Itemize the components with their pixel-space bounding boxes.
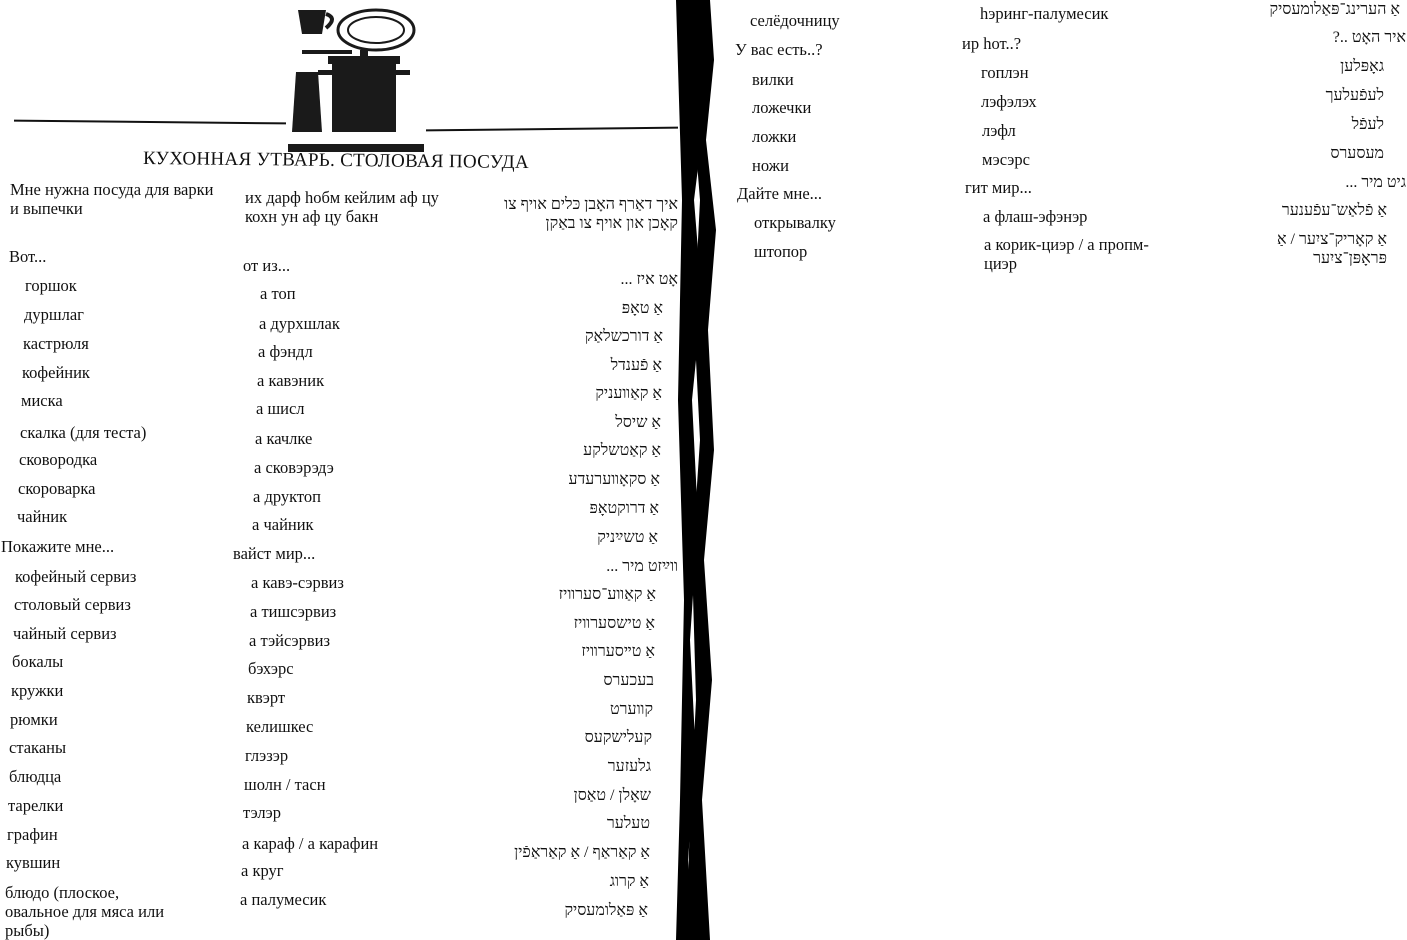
yiddish-word: אַ הערינג־פּאַלומעסיק: [1269, 1, 1400, 18]
russian-word: рюмки: [10, 710, 58, 729]
translit-word: лэфэлэх: [981, 92, 1037, 111]
plate-icon: [338, 10, 414, 50]
russian-word: кофейный сервиз: [15, 567, 137, 586]
translit-word: а дурхшлак: [259, 314, 340, 333]
russian-word: графин: [7, 825, 58, 844]
yiddish-phrase: איר האָט ..?: [1332, 29, 1406, 46]
russian-word: ложки: [752, 127, 797, 146]
russian-word: скалка (для теста): [20, 423, 147, 442]
russian-word: дуршлаг: [24, 305, 84, 324]
yiddish-word: טעלער: [606, 815, 650, 832]
russian-word: горшок: [25, 276, 77, 295]
russian-word: сковородка: [19, 450, 98, 469]
yiddish-word: מעסערס: [1330, 145, 1384, 162]
translit-word: тэлэр: [243, 803, 281, 822]
translit-word: а шисл: [256, 399, 305, 418]
yiddish-word: אַ קרוג: [609, 873, 649, 890]
russian-word: чайный сервиз: [13, 624, 117, 643]
yiddish-word: קעלישקעס: [584, 729, 652, 746]
translit-word: а флаш-эфэнэр: [983, 207, 1088, 226]
yiddish-word: אַ קאַװע־סערװיז: [558, 586, 656, 603]
russian-word: чайник: [17, 507, 68, 526]
pitcher-icon: [292, 72, 322, 132]
translit-word: а друктоп: [253, 487, 321, 506]
russian-phrase: Дайте мне...: [737, 184, 823, 203]
yiddish-word: אַ קאָריק־ציִער / אַ פּראָפּן־ציִער: [1276, 231, 1387, 267]
header-rule-right: [426, 127, 678, 132]
translit-word: лэфл: [982, 121, 1016, 140]
translit-word: а тишсэрвиз: [250, 602, 337, 621]
yiddish-word: בעכערס: [603, 672, 654, 689]
yiddish-phrase: גיט מיר ...: [1345, 174, 1406, 191]
russian-word: вилки: [752, 70, 794, 89]
translit-phrase: их дарф hобм кейлим аф цу кохн ун аф цу бакн: [245, 188, 439, 226]
translit-word: келишкес: [246, 717, 314, 736]
translit-word: а тэйсэрвиз: [249, 631, 330, 650]
yiddish-word: אַ קאַראַף / אַ קאַראַפֿין: [514, 844, 650, 861]
yiddish-phrase: אָט איז ...: [620, 271, 678, 288]
yiddish-word: אַ קאַװעניק: [595, 385, 662, 402]
russian-word: селёдочницу: [750, 11, 840, 30]
translit-phrase: вайст мир...: [233, 544, 316, 563]
translit-word: а кавэ-сэрвиз: [251, 573, 344, 592]
book-gutter: [676, 0, 724, 940]
translit-word: квэрт: [247, 688, 286, 707]
translit-word: а караф / а карафин: [242, 834, 379, 853]
translit-word: бэхэрс: [248, 659, 294, 678]
translit-word: а кавэник: [257, 371, 325, 390]
yiddish-phrase: איך דאַרף האָבן כּלים אויף צו קאָכן און אויף צו באַקן: [504, 196, 678, 232]
yiddish-word: אַ פֿענדל: [610, 357, 662, 374]
translit-word: мэсэрс: [982, 150, 1030, 169]
russian-word: скороварка: [18, 479, 96, 498]
translit-phrase: от из...: [243, 256, 291, 275]
translit-word: шолн / тасн: [244, 775, 326, 794]
fork-icon: [302, 50, 352, 54]
russian-word: открывалку: [754, 213, 836, 232]
yiddish-word: אַ טשײַניק: [597, 529, 658, 546]
russian-phrase: Покажите мне...: [1, 537, 115, 556]
russian-word: кастрюля: [23, 334, 89, 353]
russian-word: стаканы: [9, 738, 67, 757]
yiddish-word: אַ טאָפּ: [621, 300, 663, 317]
russian-word: ложечки: [752, 98, 812, 117]
translit-word: а корик-циэр / а пропм-циэр: [984, 235, 1149, 273]
translit-phrase: гит мир...: [965, 178, 1032, 197]
yiddish-word: אַ קאַטשלקע: [583, 442, 661, 459]
translit-word: а качлке: [255, 429, 313, 448]
yiddish-word: אַ סקאָװערעדע: [568, 471, 660, 488]
yiddish-word: אַ דורכשלאַק: [584, 328, 663, 345]
russian-word: миска: [21, 391, 63, 410]
yiddish-phrase: װײַזט מיר ...: [606, 558, 678, 575]
russian-word: блюдца: [9, 767, 62, 786]
yiddish-word: אַ טישסערװיז: [573, 615, 655, 632]
translit-phrase: ир hот..?: [962, 34, 1022, 53]
translit-word: а топ: [260, 284, 296, 303]
yiddish-word: לעפֿל: [1351, 116, 1384, 133]
kitchenware-illustration: [288, 4, 424, 154]
yiddish-word: גלעזער: [607, 758, 651, 775]
russian-word: столовый сервиз: [14, 595, 131, 614]
yiddish-word: אַ דרוקטאָפּ: [589, 500, 659, 517]
russian-word: кофейник: [22, 363, 90, 382]
header-rule-left: [14, 120, 286, 125]
translit-word: а сковэрэдэ: [254, 458, 334, 477]
russian-phrase: Мне нужна посуда для варки и выпечки: [10, 180, 214, 218]
translit-word: hэринг-палумесик: [980, 4, 1109, 23]
yiddish-word: שאָלן / טאַסן: [573, 787, 651, 804]
yiddish-word: קװערט: [610, 701, 653, 718]
translit-word: а палумесик: [240, 890, 327, 909]
cup-icon: [298, 10, 332, 34]
yiddish-word: אַ פֿלאַש־עפֿענער: [1281, 202, 1387, 219]
russian-word: ножи: [752, 156, 789, 175]
russian-word: кувшин: [6, 853, 61, 872]
pot-icon: [318, 50, 410, 132]
translit-word: а круг: [241, 861, 284, 880]
section-title: КУХОННАЯ УТВАРЬ. СТОЛОВАЯ ПОСУДА: [142, 147, 530, 174]
yiddish-word: אַ טײסערװיז: [581, 643, 655, 660]
translit-word: гоплэн: [981, 63, 1029, 82]
russian-phrase: У вас есть..?: [735, 40, 823, 59]
yiddish-word: אַ שיסל: [615, 414, 661, 431]
translit-word: глэзэр: [245, 746, 289, 765]
translit-word: а фэндл: [258, 342, 313, 361]
yiddish-word: אַ פּאַלומעסיק: [564, 902, 648, 919]
yiddish-word: גאָפּלען: [1340, 58, 1384, 75]
russian-word: бокалы: [12, 652, 64, 671]
yiddish-word: לעפֿעלעך: [1325, 87, 1384, 104]
russian-word: тарелки: [8, 796, 64, 815]
russian-word: кружки: [11, 681, 64, 700]
russian-phrase: Вот...: [9, 247, 47, 266]
russian-word: штопор: [754, 242, 808, 261]
russian-phrase: блюдо (плоское, овальное для мяса или рыбы): [5, 883, 165, 940]
translit-word: а чайник: [252, 515, 314, 534]
